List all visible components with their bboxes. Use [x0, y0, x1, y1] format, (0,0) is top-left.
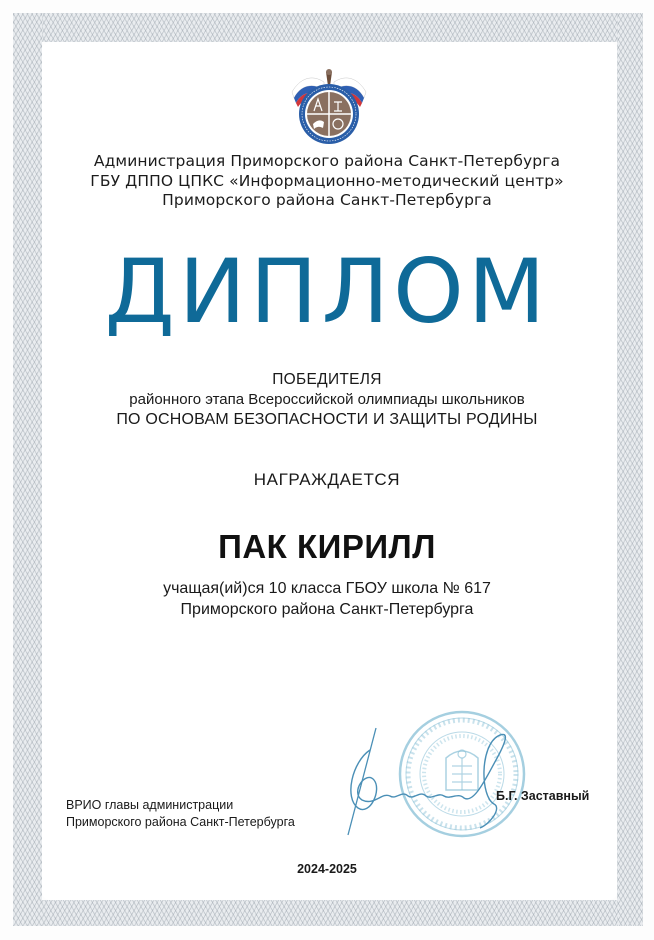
handwritten-signature-icon — [330, 700, 550, 840]
signatory-position — [66, 797, 295, 831]
issuer-line-3: Приморского района Санкт-Петербурга — [162, 191, 492, 209]
guilloche-border-bottom — [13, 900, 643, 926]
signatory-position-line-2: Приморского района Санкт-Петербурга — [66, 815, 295, 829]
recipient-desc-line-1: учащая(ий)ся 10 класса ГБОУ школа № 617 — [163, 580, 491, 597]
award-line-2: районного этапа Всероссийской олимпиады школьников — [129, 391, 525, 408]
award-line-3: ПО ОСНОВАМ БЕЗОПАСНОСТИ И ЗАЩИТЫ РОДИНЫ — [116, 411, 538, 428]
recipient-name: ПАК КИРИЛЛ — [218, 528, 436, 565]
award-line-1: ПОБЕДИТЕЛЯ — [272, 371, 382, 388]
awarded-label: НАГРАЖДАЕТСЯ — [253, 470, 401, 489]
academic-year: 2024-2025 — [297, 862, 357, 876]
issuer-line-1: Администрация Приморского района Санкт-Петербурга — [93, 152, 561, 170]
signatory-name: Б.Г. Заставный — [496, 789, 590, 803]
recipient-desc-line-2: Приморского района Санкт-Петербурга — [180, 601, 474, 618]
guilloche-border-top — [13, 13, 643, 42]
recipient-description — [0, 578, 654, 620]
diploma-title: ДИПЛОМ — [104, 240, 550, 343]
olympiad-logo-icon — [286, 66, 372, 146]
award-description — [0, 370, 654, 430]
issuer-line-2: ГБУ ДППО ЦПКС «Информационно-методический центр» — [90, 171, 564, 190]
signatory-position-line-1: ВРИО главы администрации — [66, 798, 234, 812]
issuer-header — [0, 152, 654, 211]
